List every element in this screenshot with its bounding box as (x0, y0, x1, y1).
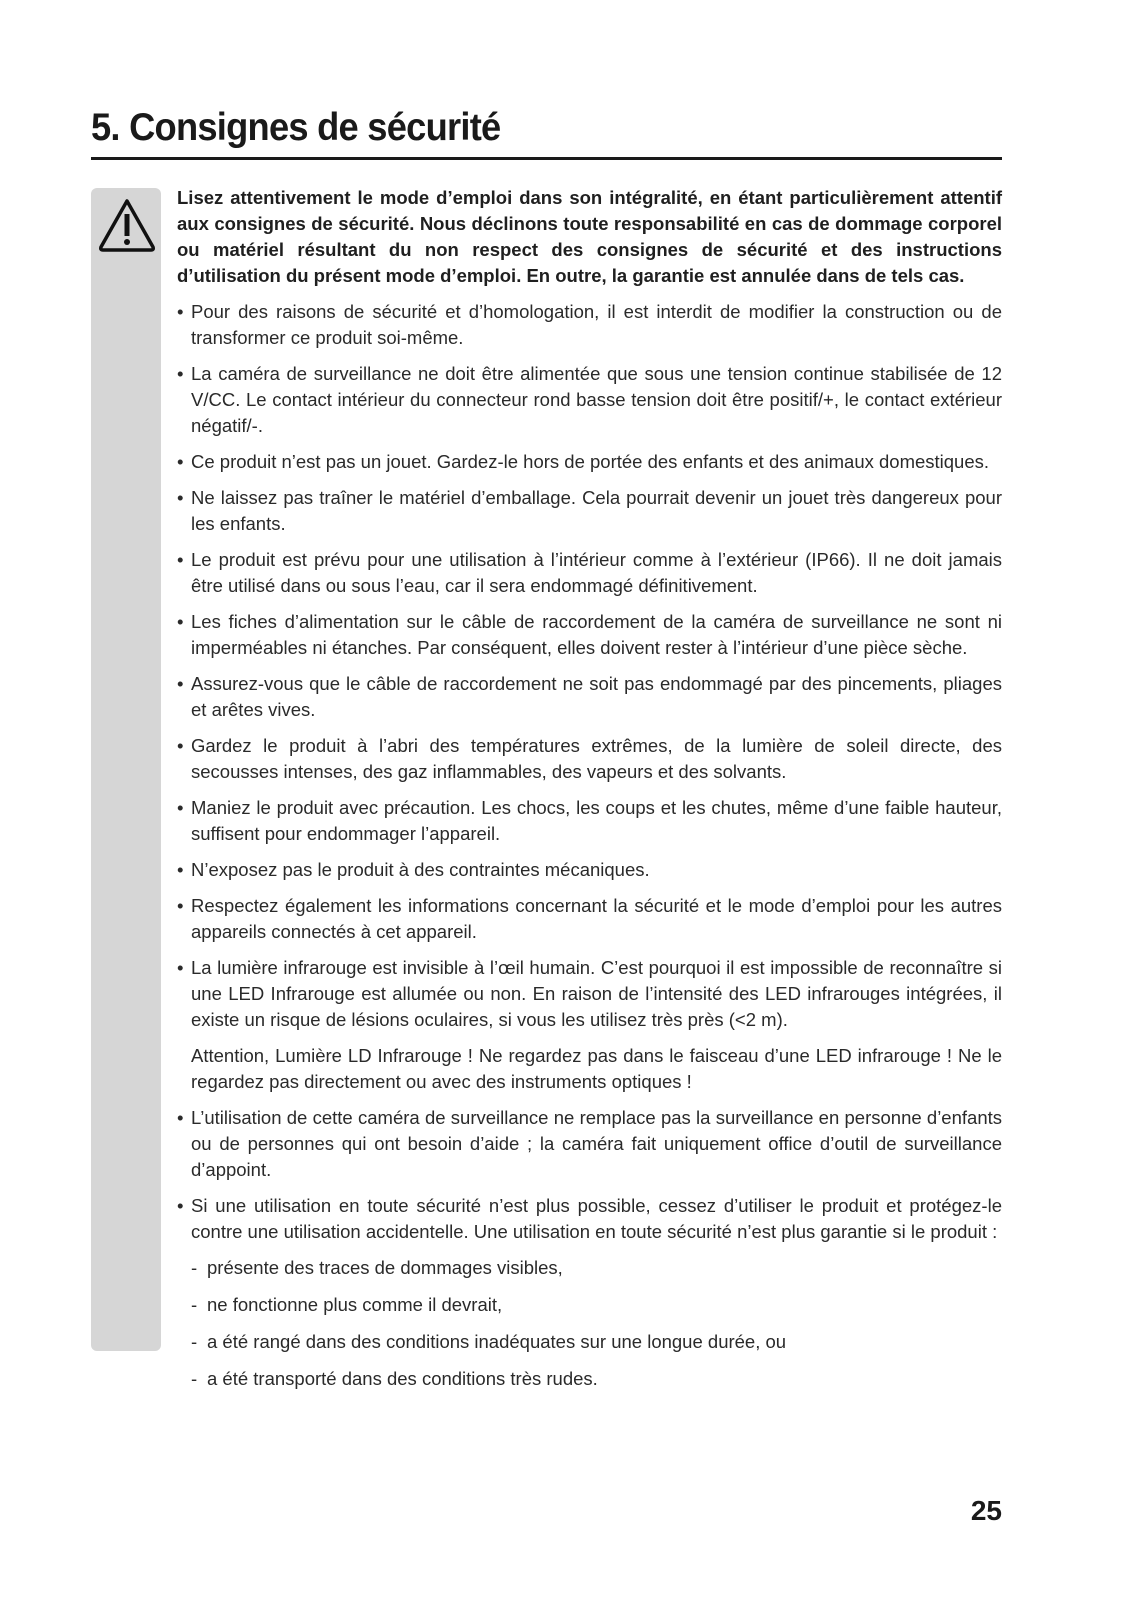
list-item-text: Les fiches d’alimentation sur le câble de raccordement de la caméra de surveillance ne sont ni imperméables ni étanches. Par conséquent, elles doivent rester à l’intérieur d’une pièce sèche. (191, 611, 1002, 658)
intro-paragraph: Lisez attentivement le mode d’emploi dans son intégralité, en étant particulièrement attentif aux consignes de sécurité. Nous déclinons toute responsabilité en cas de dommage corporel ou matériel résultant du non respect des consignes de sécurité et des instructions d’utilisation du présent mode d’emploi. En outre, la garantie est annulée dans de tels cas. (177, 187, 1002, 286)
list-item-text: Pour des raisons de sécurité et d’homologation, il est interdit de modifier la construction ou de transformer ce produit soi-même. (191, 301, 1002, 348)
bullet-mark: • (177, 363, 184, 384)
list-item-text: Respectez également les informations concernant la sécurité et le mode d’emploi pour les autres appareils connectés à cet appareil. (191, 895, 1002, 942)
safety-content (177, 185, 1002, 1403)
page-number: 25 (970, 1495, 1002, 1526)
list-item-text: Ce produit n’est pas un jouet. Gardez-le hors de portée des enfants et des animaux domestiques. (191, 451, 990, 472)
list-item-text: L’utilisation de cette caméra de surveillance ne remplace pas la surveillance en personne d’enfants ou de personnes qui ont besoin d’aide ; la caméra fait uniquement office d’outil de surveillance d’appoint. (191, 1107, 1002, 1180)
list-item (177, 733, 1002, 785)
condition-text: ne fonctionne plus comme il devrait, (207, 1294, 503, 1315)
list-item (177, 547, 1002, 599)
condition-item (177, 1255, 1002, 1281)
list-item-text: Si une utilisation en toute sécurité n’est plus possible, cessez d’utiliser le produit et protégez-le contre une utilisation accidentelle. Une utilisation en toute sécurité n’est plus garantie si le produit : (191, 1195, 1002, 1242)
dash-mark: - (191, 1257, 198, 1278)
warning-sidebar (91, 188, 161, 1351)
condition-item (177, 1366, 1002, 1392)
condition-item (177, 1329, 1002, 1355)
condition-text: présente des traces de dommages visibles, (207, 1257, 563, 1278)
bullet-mark: • (177, 797, 184, 818)
dash-mark: - (191, 1294, 198, 1315)
list-item (177, 485, 1002, 537)
list-item-text: Le produit est prévu pour une utilisation à l’intérieur comme à l’extérieur (IP66). Il ne doit jamais être utilisé dans ou sous l’eau, car il sera endommagé définitivement. (191, 549, 1002, 596)
condition-item (177, 1292, 1002, 1318)
list-item-text: La lumière infrarouge est invisible à l’œil humain. C’est pourquoi il est impossible de reconnaître si une LED Infrarouge est allumée ou non. En raison de l’intensité des LED infrarouges intégrées, il existe un risque de lésions oculaires, si vous les utilisez très près (<2 m). (191, 957, 1002, 1030)
bullet-mark: • (177, 859, 184, 880)
bullet-mark: • (177, 1107, 184, 1128)
list-item (177, 893, 1002, 945)
list-item (177, 1193, 1002, 1245)
infrared-warning-note: Attention, Lumière LD Infrarouge ! Ne regardez pas dans le faisceau d’une LED infrarouge ! Ne le regardez pas directement ou avec des instruments optiques ! (191, 1045, 1002, 1092)
list-item-text: Assurez-vous que le câble de raccordement ne soit pas endommagé par des pincements, pliages et arêtes vives. (191, 673, 1002, 720)
list-item (177, 795, 1002, 847)
bullet-mark: • (177, 957, 184, 978)
condition-text: a été transporté dans des conditions très rudes. (207, 1368, 598, 1389)
bullet-mark: • (177, 1195, 184, 1216)
bullet-mark: • (177, 451, 184, 472)
list-item (177, 1105, 1002, 1183)
title-divider (91, 157, 1002, 160)
list-item (177, 609, 1002, 661)
dash-mark: - (191, 1368, 198, 1389)
bullet-mark: • (177, 301, 184, 322)
list-item-text: Maniez le produit avec précaution. Les chocs, les coups et les chutes, même d’une faible hauteur, suffisent pour endommager l’appareil. (191, 797, 1002, 844)
list-item (177, 299, 1002, 351)
list-item (177, 671, 1002, 723)
dash-mark: - (191, 1331, 198, 1352)
list-item-text: La caméra de surveillance ne doit être alimentée que sous une tension continue stabilisée de 12 V/CC. Le contact intérieur du connecteur rond basse tension doit être positif/+, le contact extérieur négatif/-. (191, 363, 1002, 436)
page-title: 5. Consignes de sécurité (91, 106, 501, 149)
bullet-mark: • (177, 735, 184, 756)
bullet-mark: • (177, 895, 184, 916)
list-item-text: Ne laissez pas traîner le matériel d’emballage. Cela pourrait devenir un jouet très dangereux pour les enfants. (191, 487, 1002, 534)
condition-text: a été rangé dans des conditions inadéquates sur une longue durée, ou (207, 1331, 787, 1352)
bullet-mark: • (177, 673, 184, 694)
list-item (177, 955, 1002, 1095)
warning-triangle-icon (96, 196, 158, 254)
list-item-text: N’exposez pas le produit à des contraintes mécaniques. (191, 859, 650, 880)
list-item (177, 857, 1002, 883)
list-item (177, 449, 1002, 475)
bullet-mark: • (177, 487, 184, 508)
bullet-mark: • (177, 611, 184, 632)
bullet-mark: • (177, 549, 184, 570)
list-item-text: Gardez le produit à l’abri des températures extrêmes, de la lumière de soleil directe, des secousses intenses, des gaz inflammables, des vapeurs et des solvants. (191, 735, 1002, 782)
list-item (177, 361, 1002, 439)
